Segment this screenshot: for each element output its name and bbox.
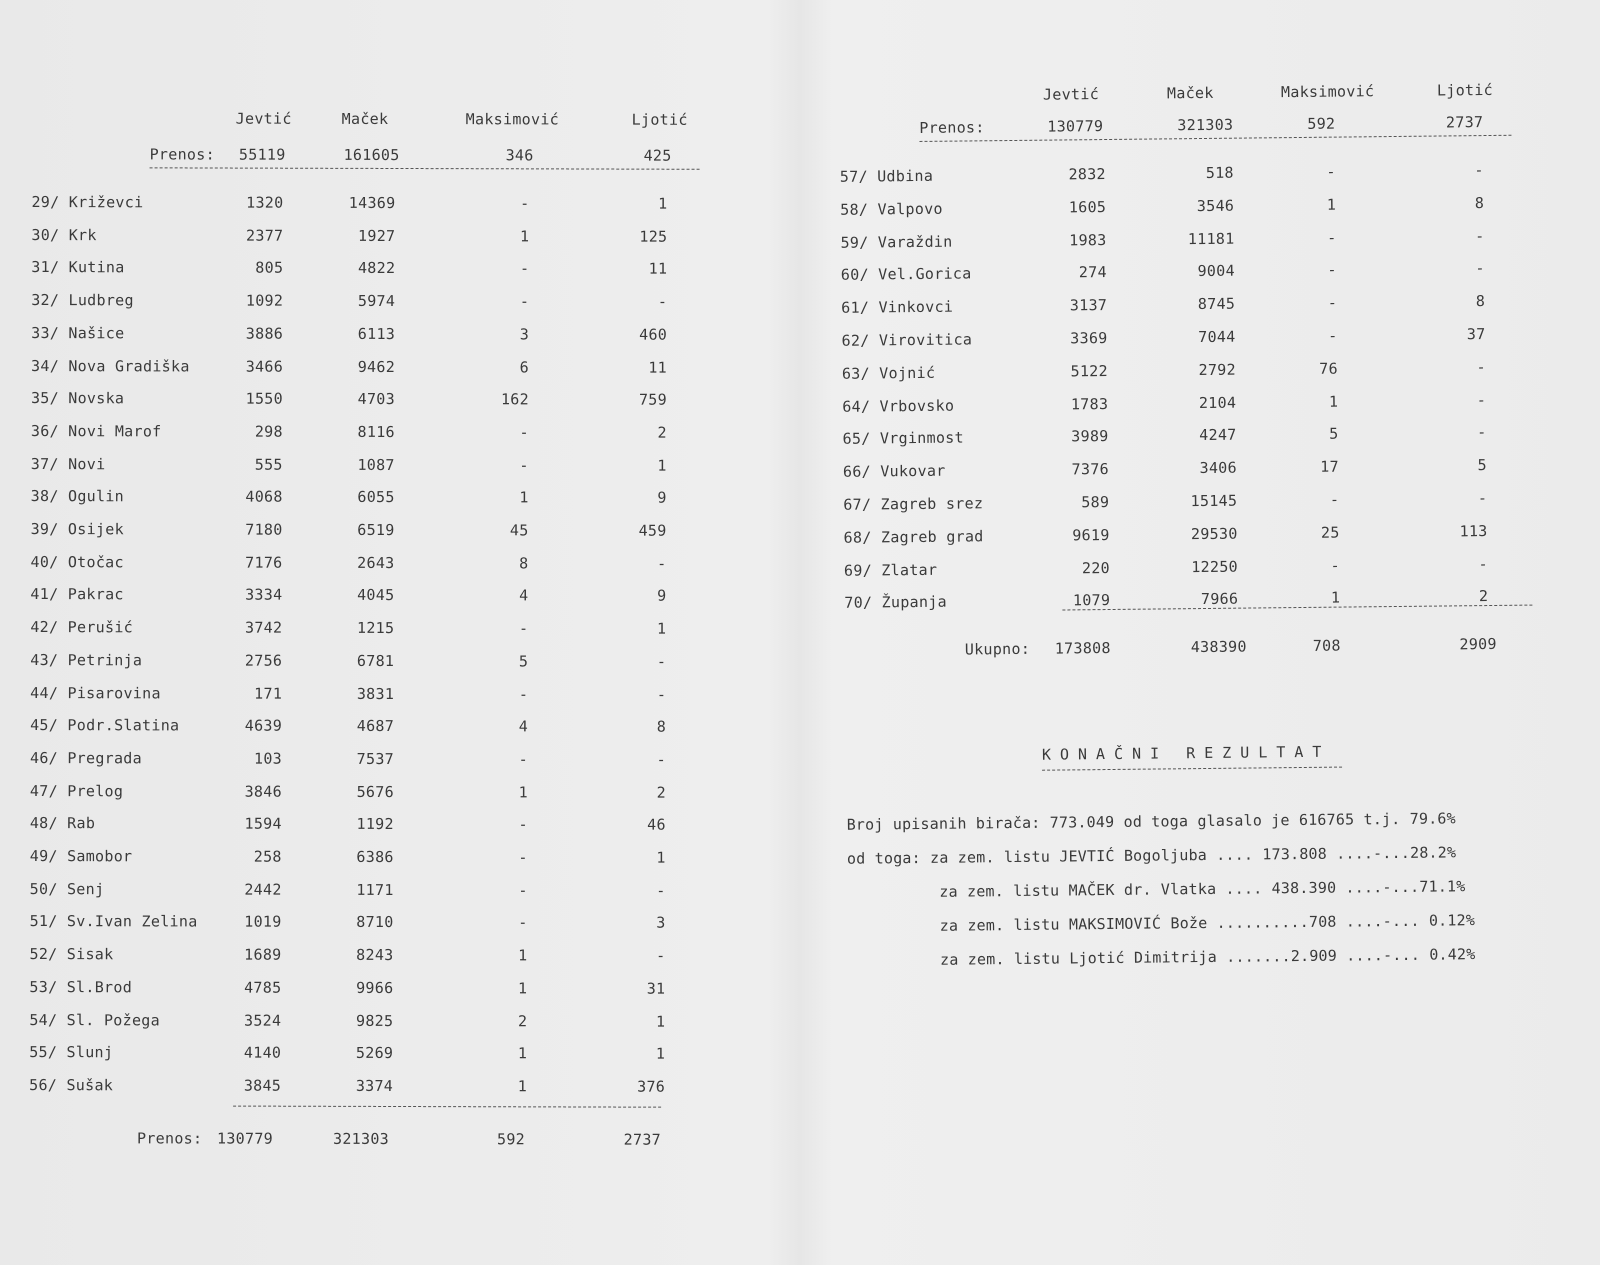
final-result-title: KONAČNI REZULTAT — [1041, 742, 1331, 764]
ljotic-votes: - — [656, 946, 666, 965]
maksimovic-votes: 25 — [1320, 523, 1340, 542]
ljotic-votes: 1 — [656, 619, 667, 638]
district-name: 44/ Pisarovina — [30, 683, 161, 702]
ljotic-votes: - — [1474, 161, 1484, 180]
district-row — [0, 651, 798, 675]
district-row — [0, 1043, 797, 1067]
district-row — [824, 356, 1600, 386]
district-row — [825, 422, 1600, 452]
jevtic-votes: 2442 — [244, 880, 282, 899]
district-row — [0, 978, 797, 1002]
macek-votes: 9462 — [357, 357, 396, 376]
district-name: 62/ Virovitica — [841, 330, 973, 350]
ljotic-votes: - — [1475, 259, 1485, 278]
macek-votes: 3831 — [356, 684, 395, 703]
jevtic-votes: 3846 — [244, 782, 282, 801]
maksimovic-votes: 6 — [519, 357, 530, 376]
maksimovic-votes: - — [1327, 260, 1337, 280]
maksimovic-votes: - — [1326, 162, 1336, 181]
district-row — [823, 291, 1600, 321]
maksimovic-votes: 8 — [519, 554, 529, 573]
district-row — [0, 618, 798, 642]
macek-votes: 7537 — [356, 749, 395, 768]
ljotic-votes: 1 — [655, 1044, 666, 1063]
header-macek: Maček — [1166, 83, 1214, 103]
macek-votes: 29530 — [1190, 524, 1238, 543]
maksimovic-votes: 76 — [1319, 359, 1338, 378]
maksimovic-votes: 1 — [517, 1044, 528, 1063]
jevtic-votes: 2377 — [246, 226, 284, 245]
carry-in-jevtic: 55119 — [238, 145, 286, 164]
district-name: 70/ Županja — [844, 593, 948, 613]
macek-votes: 6055 — [357, 488, 395, 507]
header-maksimovic: Maksimović — [465, 110, 560, 129]
maksimovic-votes: - — [519, 292, 530, 311]
district-name: 39/ Osijek — [30, 520, 124, 539]
macek-votes: 1215 — [357, 618, 395, 638]
ljotic-votes: 9 — [657, 488, 667, 507]
carry-out-macek: 321303 — [332, 1129, 390, 1148]
district-name: 35/ Novska — [30, 389, 125, 408]
ljotic-votes: 8 — [656, 717, 667, 736]
macek-votes: 3374 — [355, 1076, 394, 1095]
ljotic-votes: 1 — [658, 194, 668, 213]
district-name: 34/ Nova Gradiška — [31, 356, 190, 375]
district-row — [0, 1010, 797, 1034]
macek-votes: 9825 — [355, 1011, 394, 1030]
macek-votes: 4045 — [357, 586, 395, 605]
header-macek: Maček — [341, 109, 389, 128]
maksimovic-votes: - — [518, 815, 528, 834]
header-jevtic: Jevtić — [1042, 85, 1100, 104]
maksimovic-votes: 4 — [519, 586, 529, 605]
left-column-headers — [0, 109, 800, 133]
final-line-macek: za zem. listu MAČEK dr. Vlatka .... 438.390 ....-...71.1% — [939, 877, 1466, 901]
maksimovic-votes: 1 — [518, 946, 528, 965]
carry-out-jevtic: 130779 — [216, 1129, 274, 1148]
jevtic-votes: 2756 — [244, 651, 283, 670]
district-row — [825, 488, 1600, 518]
macek-votes: 1087 — [357, 455, 395, 474]
carry-in-label: Prenos: — [149, 145, 215, 164]
district-name: 41/ Pakrac — [30, 585, 124, 604]
ljotic-votes: 11 — [648, 260, 668, 279]
jevtic-votes: 3742 — [245, 618, 283, 637]
jevtic-votes: 3886 — [245, 324, 284, 343]
maksimovic-votes: - — [1330, 556, 1341, 575]
jevtic-votes: 1019 — [244, 912, 282, 932]
district-row — [0, 814, 798, 838]
ljotic-votes: - — [657, 292, 668, 311]
jevtic-votes: 1783 — [1070, 394, 1109, 413]
macek-votes: 2792 — [1198, 360, 1236, 379]
district-name: 46/ Pregrada — [29, 748, 143, 768]
district-row — [0, 520, 799, 544]
header-ljotic: Ljotić — [631, 110, 688, 129]
right-column-headers — [821, 80, 1561, 110]
left-carry-in-row — [0, 145, 800, 169]
final-line-ljotic: za zem. listu Ljotić Dimitrija .......2.909 ....-... 0.42% — [939, 945, 1476, 969]
maksimovic-votes: - — [519, 455, 529, 474]
ljotic-votes: - — [656, 881, 666, 900]
district-name: 37/ Novi — [30, 454, 106, 473]
district-row — [0, 749, 798, 773]
jevtic-votes: 4068 — [245, 487, 283, 506]
district-name: 43/ Petrinja — [30, 650, 143, 670]
total-maksimovic: 708 — [1312, 636, 1341, 655]
district-name: 52/ Sisak — [29, 945, 114, 964]
district-name: 40/ Otočac — [30, 552, 124, 571]
district-name: 55/ Slunj — [29, 1043, 114, 1062]
macek-votes: 14369 — [348, 193, 396, 212]
maksimovic-votes: 1 — [1330, 588, 1341, 608]
ljotic-votes: 460 — [639, 325, 668, 344]
ljotic-votes: 46 — [647, 815, 666, 834]
maksimovic-votes: - — [518, 913, 528, 932]
macek-votes: 1927 — [358, 226, 396, 245]
total-row — [827, 634, 1567, 664]
macek-votes: 2104 — [1198, 393, 1237, 412]
district-name: 60/ Vel.Gorica — [840, 264, 972, 285]
jevtic-votes: 555 — [254, 455, 283, 474]
total-jevtic: 173808 — [1054, 638, 1111, 658]
maksimovic-votes: 17 — [1320, 457, 1340, 476]
district-row — [0, 356, 799, 380]
maksimovic-votes: 1 — [1328, 392, 1339, 411]
jevtic-votes: 5122 — [1070, 361, 1108, 381]
macek-votes: 3406 — [1199, 458, 1238, 478]
district-row — [0, 291, 799, 315]
district-name: 54/ Sl. Požega — [29, 1010, 160, 1029]
ljotic-votes: 8 — [1475, 292, 1486, 311]
ljotic-votes: 459 — [638, 521, 667, 540]
jevtic-votes: 805 — [255, 259, 284, 278]
jevtic-votes: 4639 — [244, 716, 283, 735]
district-name: 47/ Prelog — [29, 781, 124, 800]
district-name: 30/ Krk — [31, 225, 97, 244]
maksimovic-votes: - — [518, 750, 529, 769]
macek-votes: 6781 — [356, 651, 395, 670]
district-name: 64/ Vrbovsko — [842, 396, 955, 416]
ljotic-votes: - — [656, 652, 667, 671]
district-row — [0, 389, 799, 413]
ljotic-votes: 2 — [1478, 587, 1489, 606]
macek-votes: 4822 — [357, 259, 396, 278]
jevtic-votes: 1550 — [245, 389, 283, 408]
district-row — [823, 258, 1600, 288]
macek-votes: 6113 — [357, 324, 396, 343]
jevtic-votes: 258 — [253, 847, 282, 866]
district-row — [0, 487, 799, 511]
ljotic-votes: 759 — [638, 390, 667, 409]
jevtic-votes: 9619 — [1072, 525, 1110, 545]
macek-votes: 8710 — [356, 913, 394, 932]
jevtic-votes: 4140 — [243, 1043, 282, 1062]
maksimovic-votes: - — [518, 684, 529, 703]
ljotic-votes: 11 — [648, 358, 668, 377]
ljotic-votes: - — [1477, 423, 1487, 442]
ljotic-votes: 8 — [1474, 193, 1485, 212]
district-name: 69/ Zlatar — [843, 560, 938, 580]
jevtic-votes: 3466 — [245, 357, 284, 376]
district-row — [822, 160, 1600, 190]
district-name: 36/ Novi Marof — [30, 421, 162, 441]
ljotic-votes: 2 — [657, 423, 667, 442]
jevtic-votes: 3334 — [245, 585, 283, 605]
maksimovic-votes: - — [518, 881, 528, 900]
maksimovic-votes: 2 — [517, 1011, 528, 1030]
macek-votes: 7966 — [1200, 590, 1239, 609]
jevtic-votes: 1092 — [245, 291, 284, 310]
jevtic-votes: 220 — [1081, 558, 1111, 577]
district-name: 51/ Sv.Ivan Zelina — [29, 912, 198, 931]
district-row — [0, 422, 799, 446]
macek-votes: 2643 — [357, 553, 395, 572]
ljotic-votes: - — [1476, 357, 1486, 376]
district-name: 68/ Zagreb grad — [843, 527, 984, 547]
jevtic-votes: 1983 — [1069, 230, 1107, 249]
final-line-registered: Broj upisanih birača: 773.049 od toga glasalo je 616765 t.j. 79.6% — [846, 809, 1456, 834]
district-name: 61/ Vinkovci — [841, 297, 954, 317]
jevtic-votes: 589 — [1081, 492, 1110, 512]
macek-votes: 4703 — [357, 390, 395, 409]
macek-votes: 518 — [1205, 163, 1234, 182]
ljotic-votes: 9 — [657, 587, 667, 606]
district-name: 58/ Valpovo — [840, 199, 943, 219]
carry-in-macek: 161605 — [343, 145, 400, 164]
maksimovic-votes: - — [1327, 293, 1338, 312]
carry-in-label: Prenos: — [919, 118, 985, 137]
header-maksimovic: Maksimović — [1280, 82, 1375, 102]
district-name: 45/ Podr.Slatina — [30, 716, 180, 735]
ljotic-votes: 31 — [646, 979, 666, 998]
district-row — [824, 389, 1600, 419]
jevtic-votes: 3524 — [243, 1011, 282, 1030]
left-carry-out-row — [0, 1129, 797, 1153]
total-label: Ukupno: — [964, 639, 1031, 659]
district-name: 38/ Ogulin — [30, 487, 125, 506]
left-top-divider — [150, 167, 700, 169]
district-row — [822, 225, 1600, 255]
district-name: 63/ Vojnić — [841, 363, 936, 383]
macek-votes: 5269 — [355, 1044, 394, 1063]
jevtic-votes: 171 — [254, 684, 283, 703]
ljotic-votes: - — [1475, 226, 1485, 245]
macek-votes: 1171 — [356, 880, 394, 899]
ljotic-votes: 1 — [655, 1012, 666, 1031]
macek-votes: 11181 — [1187, 229, 1235, 248]
carry-in-maksimovic: 346 — [505, 146, 534, 165]
carry-in-maksimovic: 592 — [1307, 114, 1336, 133]
macek-votes: 15145 — [1190, 491, 1238, 511]
district-row — [0, 945, 798, 969]
district-name: 65/ Vrginmost — [842, 428, 965, 449]
maksimovic-votes: - — [1329, 490, 1340, 509]
jevtic-votes: 7180 — [245, 520, 283, 539]
district-row — [0, 193, 799, 217]
macek-votes: 4247 — [1199, 426, 1237, 445]
ljotic-votes: - — [657, 554, 667, 573]
ljotic-votes: 1 — [657, 456, 667, 475]
carry-in-ljotic: 425 — [643, 146, 672, 165]
jevtic-votes: 7176 — [245, 553, 283, 572]
maksimovic-votes: 5 — [518, 652, 529, 671]
total-ljotic: 2909 — [1459, 634, 1497, 654]
jevtic-votes: 1689 — [244, 945, 282, 964]
macek-votes: 6519 — [357, 520, 395, 539]
macek-votes: 12250 — [1191, 557, 1239, 576]
jevtic-votes: 2832 — [1068, 165, 1106, 184]
maksimovic-votes: - — [518, 848, 528, 867]
maksimovic-votes: 1 — [519, 488, 529, 507]
final-line-maksimovic: za zem. listu MAKSIMOVIĆ Bože ..........708 ....-... 0.12% — [939, 911, 1476, 935]
carry-out-maksimovic: 592 — [496, 1130, 526, 1149]
ljotic-votes: - — [656, 685, 667, 704]
carry-out-label: Prenos: — [136, 1129, 203, 1148]
ljotic-votes: 125 — [639, 227, 668, 246]
district-row — [0, 782, 798, 806]
ljotic-votes: - — [1478, 554, 1489, 573]
maksimovic-votes: - — [518, 619, 529, 638]
district-name: 33/ Našice — [31, 323, 125, 343]
maksimovic-votes: 1 — [520, 227, 530, 246]
final-line-jevtic: od toga: za zem. listu JEVTIĆ Bogoljuba .... 173.808 ....-...28.2% — [846, 843, 1457, 868]
ljotic-votes: 5 — [1477, 456, 1488, 475]
district-row — [0, 585, 798, 609]
maksimovic-votes: - — [519, 423, 529, 442]
macek-votes: 7044 — [1198, 327, 1236, 347]
ljotic-votes: 3 — [656, 914, 666, 933]
maksimovic-votes: - — [519, 259, 530, 278]
jevtic-votes: 3989 — [1071, 427, 1109, 446]
carry-in-macek: 321303 — [1177, 115, 1234, 135]
district-row — [0, 847, 798, 871]
district-name: 57/ Udbina — [839, 166, 934, 186]
macek-votes: 5676 — [356, 782, 394, 801]
macek-votes: 9004 — [1197, 262, 1235, 281]
maksimovic-votes: 5 — [1329, 424, 1339, 444]
left-page — [0, 0, 800, 1149]
district-row — [826, 520, 1600, 550]
maksimovic-votes: 3 — [519, 325, 530, 344]
district-row — [822, 192, 1600, 222]
carry-out-ljotic: 2737 — [623, 1130, 662, 1149]
jevtic-votes: 3137 — [1069, 296, 1108, 315]
jevtic-votes: 298 — [254, 422, 283, 441]
maksimovic-votes: 1 — [518, 782, 528, 801]
jevtic-votes: 274 — [1078, 263, 1107, 282]
maksimovic-votes: 45 — [509, 521, 529, 540]
carry-in-jevtic: 130779 — [1047, 117, 1104, 136]
macek-votes: 8745 — [1197, 294, 1236, 314]
jevtic-votes: 4785 — [244, 978, 282, 997]
district-row — [0, 553, 799, 577]
district-row — [823, 324, 1600, 354]
jevtic-votes: 3845 — [243, 1076, 282, 1095]
left-bottom-divider — [233, 1106, 661, 1108]
district-name: 53/ Sl.Brod — [29, 977, 133, 997]
district-row — [826, 586, 1600, 616]
jevtic-votes: 1079 — [1072, 591, 1111, 610]
maksimovic-votes: 4 — [518, 717, 529, 736]
ljotic-votes: - — [1476, 390, 1487, 409]
ljotic-votes: 1 — [656, 848, 666, 867]
district-name: 67/ Zagreb srez — [843, 494, 984, 514]
district-row — [0, 716, 798, 740]
district-name: 49/ Samobor — [29, 847, 133, 866]
district-row — [0, 226, 799, 250]
district-name: 29/ Križevci — [31, 193, 144, 212]
maksimovic-votes: - — [1328, 326, 1338, 345]
maksimovic-votes: - — [1327, 228, 1337, 247]
district-row — [825, 455, 1600, 485]
ljotic-votes: 2 — [656, 783, 666, 802]
jevtic-votes: 103 — [253, 749, 283, 768]
district-row — [0, 455, 799, 479]
jevtic-votes: 1594 — [244, 814, 282, 833]
maksimovic-votes: 162 — [500, 390, 529, 409]
jevtic-votes: 7376 — [1071, 460, 1110, 479]
district-name: 66/ Vukovar — [842, 461, 946, 481]
district-row — [0, 258, 799, 282]
macek-votes: 8243 — [356, 945, 394, 965]
jevtic-votes: 3369 — [1070, 329, 1108, 348]
district-name: 48/ Rab — [29, 814, 96, 833]
district-name: 32/ Ludbreg — [31, 291, 134, 310]
maksimovic-votes: 1 — [518, 979, 528, 998]
macek-votes: 8116 — [357, 422, 395, 441]
ljotic-votes: 113 — [1459, 521, 1488, 541]
district-name: 59/ Varaždin — [840, 232, 953, 252]
district-row — [826, 553, 1600, 583]
district-row — [0, 1076, 797, 1100]
district-name: 56/ Sušak — [29, 1075, 114, 1095]
macek-votes: 6386 — [356, 847, 394, 866]
district-row — [0, 324, 799, 348]
ljotic-votes: 37 — [1466, 325, 1486, 344]
final-result-underline — [1042, 767, 1342, 771]
district-row — [0, 880, 798, 904]
jevtic-votes: 1320 — [246, 193, 284, 212]
macek-votes: 1192 — [356, 815, 394, 834]
macek-votes: 3546 — [1196, 196, 1235, 215]
header-jevtic: Jevtić — [235, 109, 292, 128]
district-name: 50/ Senj — [29, 879, 105, 898]
ljotic-votes: 376 — [637, 1077, 666, 1096]
total-macek: 438390 — [1190, 637, 1247, 657]
ljotic-votes: - — [656, 750, 667, 769]
macek-votes: 9966 — [356, 978, 394, 997]
header-ljotic: Ljotić — [1436, 80, 1494, 100]
district-row — [0, 912, 798, 936]
maksimovic-votes: 1 — [1326, 195, 1337, 214]
district-name: 31/ Kutina — [31, 258, 125, 277]
district-name: 42/ Perušić — [30, 618, 134, 637]
macek-votes: 5974 — [357, 291, 396, 311]
ljotic-votes: - — [1477, 489, 1488, 508]
maksimovic-votes: - — [520, 194, 530, 213]
carry-in-ljotic: 2737 — [1445, 113, 1484, 132]
jevtic-votes: 1605 — [1068, 197, 1107, 217]
macek-votes: 4687 — [356, 717, 395, 736]
maksimovic-votes: 1 — [517, 1077, 528, 1096]
district-row — [0, 683, 798, 707]
